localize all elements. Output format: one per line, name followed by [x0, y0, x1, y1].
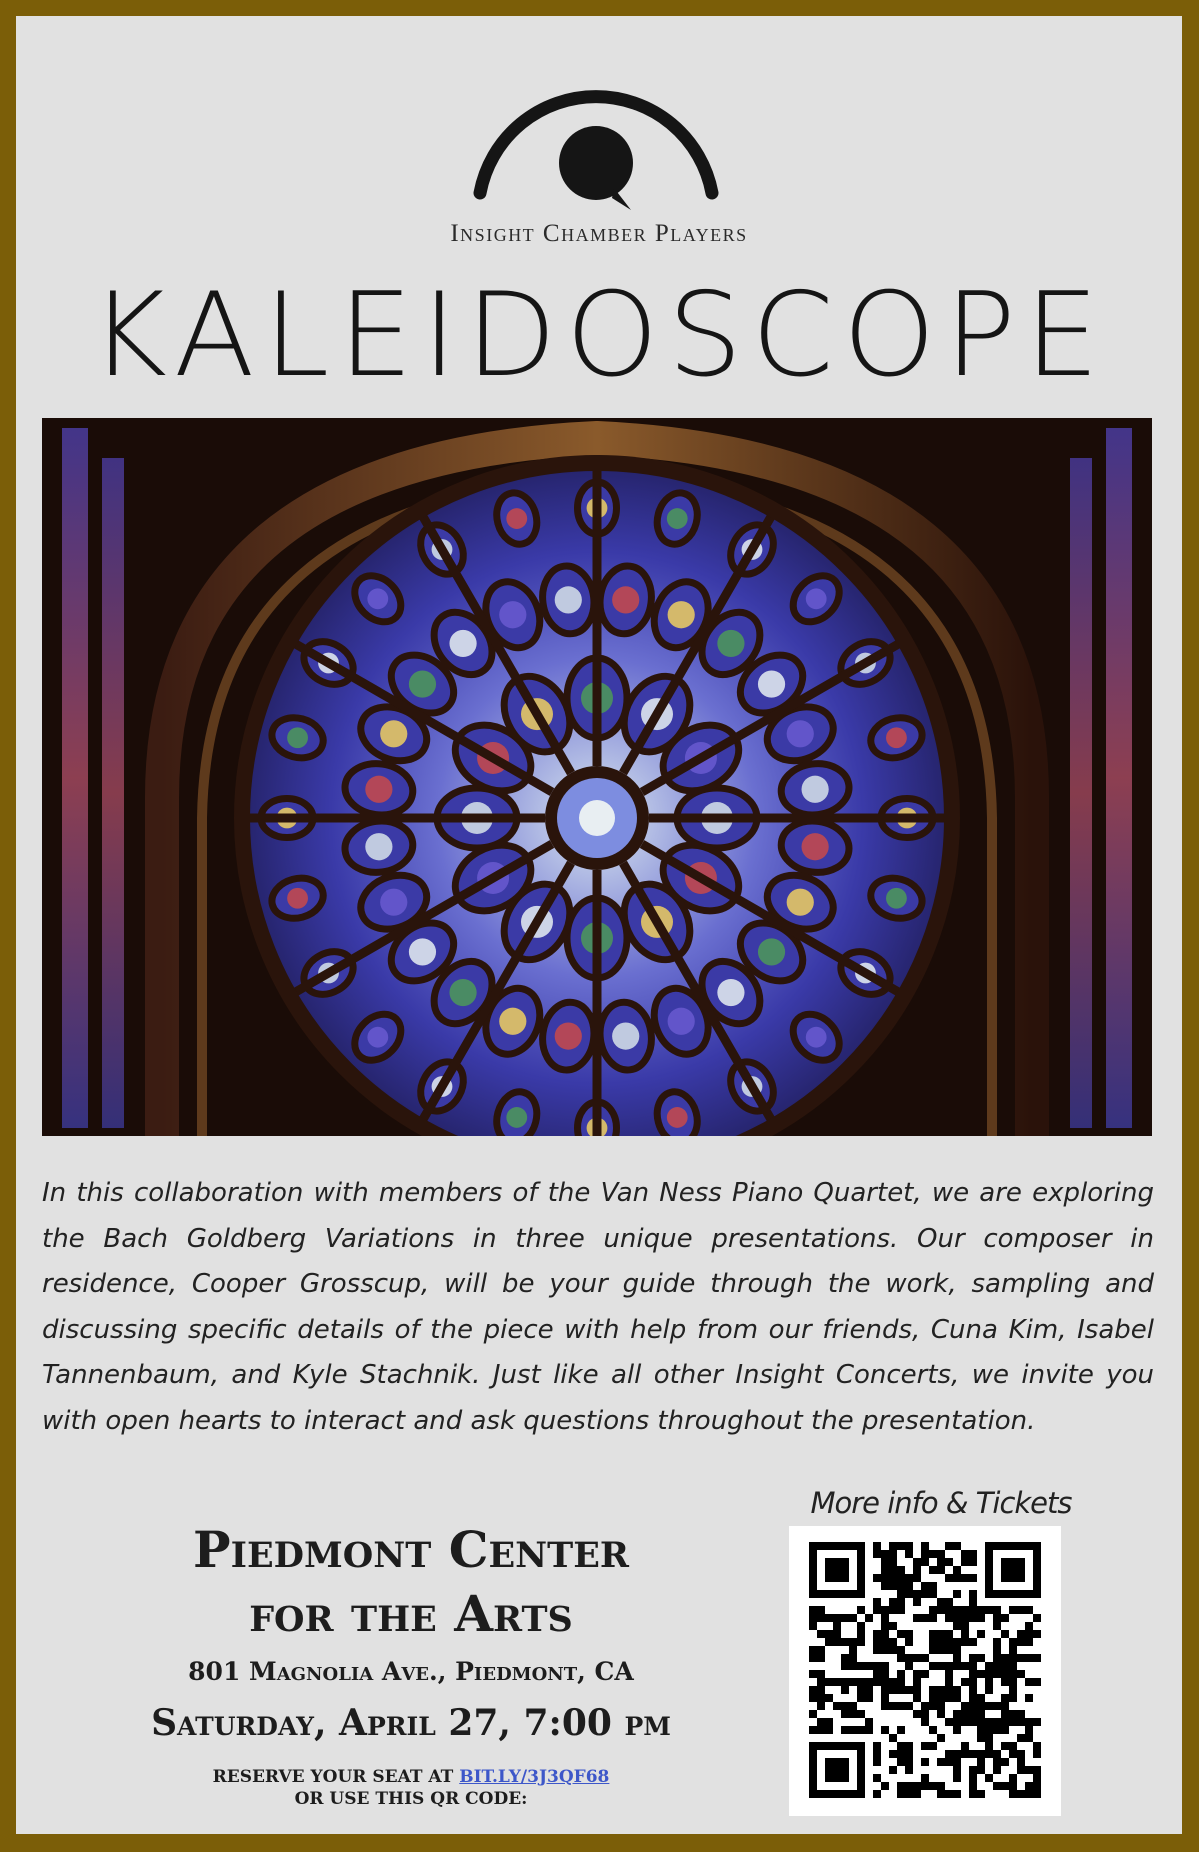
reserve-info [46, 1766, 776, 1810]
event-description: In this collaboration with members of the Van Ness Piano Quartet, we are exploring the Bach Goldberg Variations in three unique presentations. Our composer in residence, Cooper Grosscup, will be your guide through the work, sampling and discussing specific details of the piece with help from our friends, Cuna Kim, Isabel Tannenbaum, and Kyle Stachnik. Just like all other Insight Concerts, we invite you with open hearts to interact and ask questions throughout the presentation. [42, 1178, 1154, 1436]
poster [16, 16, 1182, 1834]
reserve-line2: OR USE THIS QR CODE: [294, 1789, 528, 1809]
qr-caption: More info & Tickets [810, 1486, 1072, 1520]
event-title: KALEIDOSCOPE [89, 267, 1109, 403]
event-date: Saturday, April 27, 7:00 pm [151, 1702, 671, 1744]
qr-code[interactable] [789, 1526, 1061, 1816]
rose-window-image [42, 418, 1152, 1136]
q-arc-logo-icon [466, 58, 726, 218]
rose-window-icon [42, 418, 1152, 1136]
reserve-prefix: RESERVE YOUR SEAT AT [212, 1767, 454, 1787]
venue-name-line2: for the Arts [249, 1584, 573, 1643]
qr-code-icon [809, 1542, 1041, 1798]
reserve-link[interactable]: BIT.LY/3J3QF68 [459, 1767, 610, 1787]
venue-name-line1: Piedmont Center [193, 1520, 629, 1579]
venue-address: 801 Magnolia Ave., Piedmont, CA [188, 1657, 634, 1686]
venue-name [46, 1518, 776, 1646]
org-name: Insight Chamber Players [450, 220, 748, 247]
